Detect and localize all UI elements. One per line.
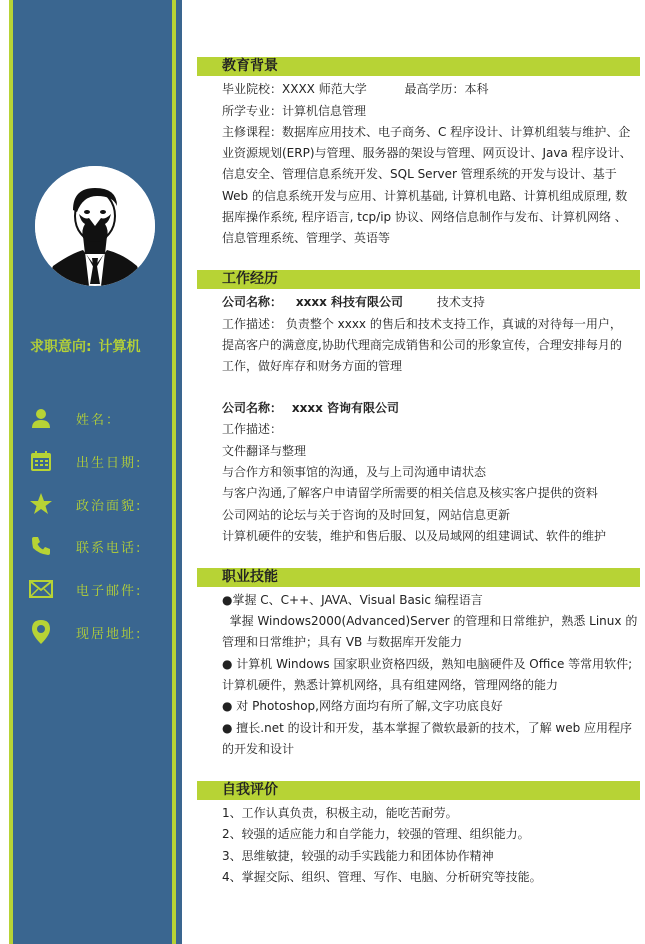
person-icon — [28, 406, 54, 430]
sidebar-edge — [176, 0, 182, 944]
job2-desc-line: 工作描述： — [222, 422, 283, 436]
skills-line: ●掌握 C、C++、JAVA、Visual Basic 编程语言 — [222, 593, 483, 607]
job1-desc-line: 工作描述： 负责整个 xxxx 的售后和技术支持工作，真诚的对待每一用户， — [222, 317, 622, 331]
self-eval-line: 2、较强的适应能力和自学能力，较强的管理、组织能力。 — [222, 827, 530, 841]
field-address — [28, 620, 142, 644]
sidebar-left-stripe — [9, 0, 13, 944]
job1-desc-line: 提高客户的满意度,协助代理商完成销售和公司的形象宣传，合理安排每月的 — [222, 338, 622, 352]
education-courses-line: 据库操作系统, 程序语言, tcp/ip 协议、网络信息制作与发布、计算机网络 、 — [222, 210, 627, 224]
field-phone-label: 联系电话: — [76, 540, 143, 556]
job2-desc-line: 与合作方和领事馆的沟通，及与上司沟通申请状态 — [222, 465, 487, 479]
education-degree-text: 最高学历：本科 — [404, 82, 489, 96]
education-courses-line: 业资源规划(ERP)与管理、服务器的架设与管理、网页设计、Java 程序设计、 — [222, 146, 632, 160]
field-name — [28, 406, 121, 430]
education-school-text: 毕业院校：XXXX 师范大学 — [222, 82, 367, 96]
education-courses-line: Web 的信息系统开发与应用、计算机基础, 计算机电路、计算机组成原理, 数 — [222, 189, 628, 203]
skills-line: 的开发和设计 — [222, 742, 295, 756]
job2-desc-line: 公司网站的论坛与关于咨询的及时回复，网站信息更新 — [222, 508, 511, 522]
section-skills-header — [197, 568, 640, 587]
job2-company-label: 公司名称： — [222, 401, 283, 415]
job1-desc-line: 工作，做好库存和财务方面的管理 — [222, 359, 403, 373]
portrait-image — [35, 166, 155, 286]
field-email-label: 电子邮件: — [76, 583, 143, 599]
location-pin-icon — [28, 620, 54, 644]
education-courses-line: 信息管理系统、管理学、英语等 — [222, 231, 391, 245]
star-icon — [28, 492, 54, 516]
job-intent-label: 求职意向: — [30, 339, 92, 355]
job2-company — [222, 398, 399, 419]
skills-line: 掌握 Windows2000(Advanced)Server 的管理和日常维护，熟悉 Linux 的 — [222, 614, 638, 628]
job1-company-name: xxxx 科技有限公司 — [295, 295, 403, 309]
field-birthdate — [28, 449, 142, 473]
phone-icon — [28, 534, 54, 558]
section-skills-title: 职业技能 — [222, 569, 278, 585]
section-work-header — [197, 270, 640, 289]
skills-line: 管理和日常维护；具有 VB 与数据库开发能力 — [222, 635, 463, 649]
calendar-icon — [28, 449, 54, 473]
envelope-icon — [28, 577, 54, 601]
education-courses-line: 信息安全、管理信息系统开发、SQL Server 管理系统的开发与设计、基于 — [222, 167, 617, 181]
job1-position: 技术支持 — [436, 295, 485, 309]
self-eval-line: 1、工作认真负责，积极主动，能吃苦耐劳。 — [222, 806, 458, 820]
section-work-title: 工作经历 — [222, 271, 278, 287]
field-birthdate-label: 出生日期: — [76, 455, 143, 471]
section-self-eval-title: 自我评价 — [222, 782, 278, 798]
skills-line: ● 擅长.net 的设计和开发，基本掌握了微软最新的技术，了解 web 应用程序 — [222, 721, 633, 735]
self-eval-line: 4、掌握交际、组织、管理、写作、电脑、分析研究等技能。 — [222, 870, 542, 884]
job2-company-name: xxxx 咨询有限公司 — [291, 401, 399, 415]
field-phone — [28, 534, 142, 558]
job2-desc-line: 与客户沟通,了解客户申请留学所需要的相关信息及核实客户提供的资料 — [222, 486, 598, 500]
section-education-header — [197, 57, 640, 76]
job-intent — [28, 336, 140, 356]
job2-desc-line: 计算机硬件的安装，维护和售后服、以及局域网的组建调试、软件的维护 — [222, 529, 607, 543]
field-name-label: 姓名： — [76, 412, 122, 428]
job2-desc-line: 文件翻译与整理 — [222, 444, 307, 458]
avatar — [35, 166, 155, 286]
education-school — [222, 79, 489, 100]
job-intent-value: 计算机 — [98, 339, 141, 355]
field-email — [28, 577, 142, 601]
skills-line: ● 对 Photoshop,网络方面均有所了解,文字功底良好 — [222, 699, 503, 713]
self-eval-line: 3、思维敏捷，较强的动手实践能力和团体协作精神 — [222, 849, 494, 863]
skills-line: 计算机硬件，熟悉计算机网络，具有组建网络，管理网络的能力 — [222, 678, 559, 692]
job1-company — [222, 292, 485, 313]
education-major: 所学专业：计算机信息管理 — [222, 104, 367, 118]
field-political-status — [28, 492, 142, 516]
education-courses-line: 主修课程：数据库应用技术、电子商务、C 程序设计、计算机组装与维护、企 — [222, 125, 631, 139]
job1-company-label: 公司名称： — [222, 295, 283, 309]
field-address-label: 现居地址: — [76, 626, 143, 642]
section-self-eval-header — [197, 781, 640, 800]
field-political-status-label: 政治面貌: — [76, 498, 143, 514]
skills-line: ● 计算机 Windows 国家职业资格四级，熟知电脑硬件及 Office 等常用软件; — [222, 657, 633, 671]
section-education-title: 教育背景 — [222, 58, 278, 74]
